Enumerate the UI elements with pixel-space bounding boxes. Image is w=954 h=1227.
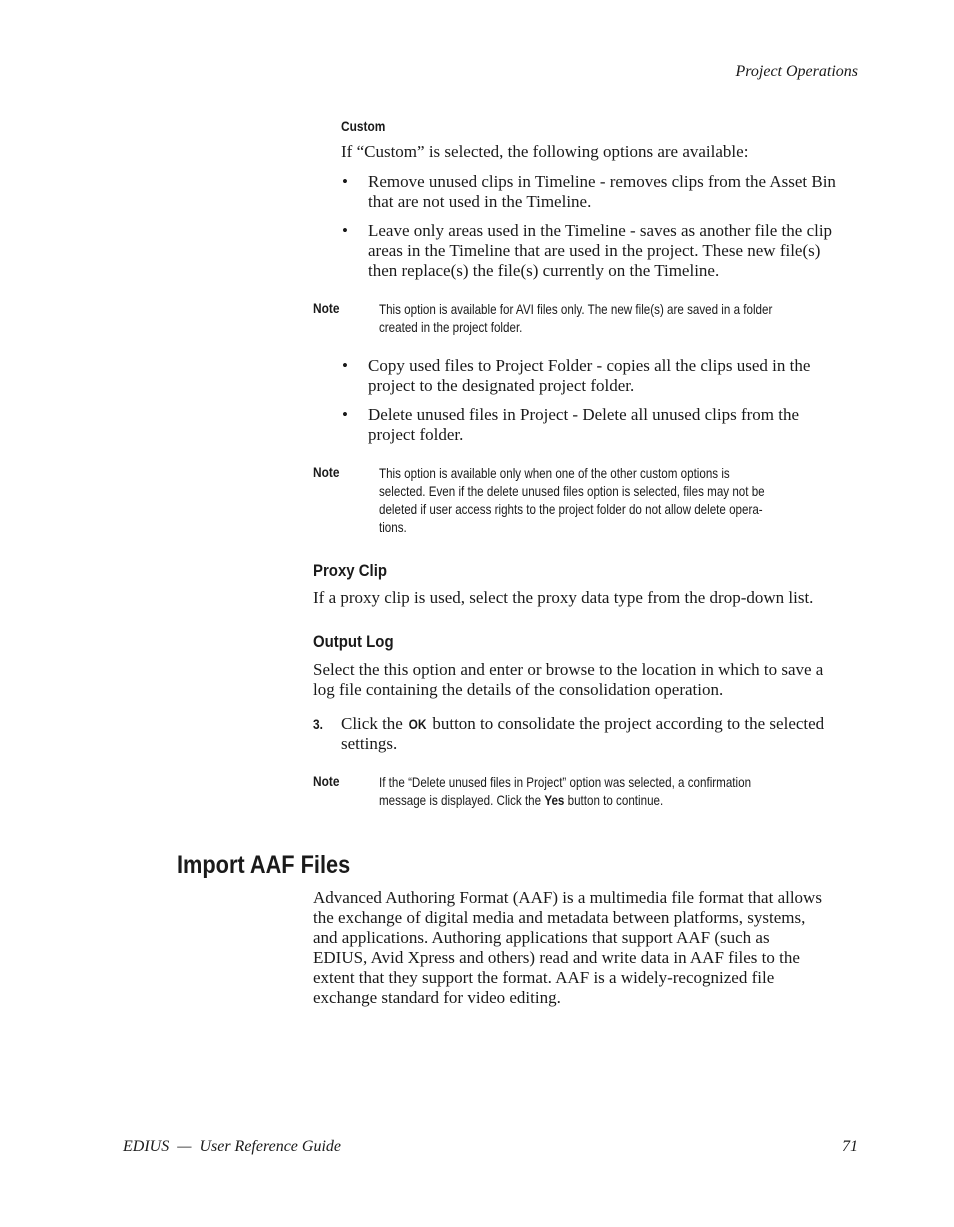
bullet-icon: • bbox=[342, 356, 348, 375]
bullet-line: Copy used files to Project Folder - copies all the clips used in the bbox=[368, 356, 811, 375]
bullet-icon: • bbox=[342, 221, 348, 240]
step-3-text bbox=[341, 714, 824, 754]
paragraph-line: the exchange of digital media and metadata between platforms, systems, bbox=[313, 908, 806, 927]
proxy-clip-text: If a proxy clip is used, select the proxy data type from the drop-down list. bbox=[313, 588, 814, 607]
paragraph-line: Advanced Authoring Format (AAF) is a multimedia file format that allows bbox=[313, 888, 822, 907]
step-number: 3. bbox=[313, 716, 323, 732]
note-text: message is displayed. Click the bbox=[379, 792, 545, 808]
note-line: This option is available only when one of the other custom options is bbox=[379, 465, 730, 481]
step-line bbox=[341, 714, 824, 734]
note-line: deleted if user access rights to the project folder do not allow delete opera- bbox=[379, 501, 763, 517]
proxy-clip-heading: Proxy Clip bbox=[313, 561, 388, 580]
note-line: created in the project folder. bbox=[379, 319, 523, 335]
paragraph-line: Select the this option and enter or browse to the location in which to save a bbox=[313, 660, 824, 679]
note-label: Note bbox=[313, 773, 340, 789]
note-label: Note bbox=[313, 300, 340, 316]
yes-button-label: Yes bbox=[544, 792, 565, 808]
paragraph-line: and applications. Authoring applications that support AAF (such as bbox=[313, 928, 770, 947]
import-aaf-heading: Import AAF Files bbox=[177, 851, 351, 879]
note-line bbox=[379, 791, 811, 809]
note-custom-options bbox=[379, 464, 811, 536]
bullet-copy-used-files bbox=[368, 356, 810, 396]
note-label: Note bbox=[313, 464, 340, 480]
paragraph-line: extent that they support the format. AAF is a widely-recognized file bbox=[313, 968, 775, 987]
note-line: tions. bbox=[379, 519, 407, 535]
note-avi-only bbox=[379, 300, 811, 336]
note-text: button to continue. bbox=[564, 792, 664, 808]
page-number: 71 bbox=[842, 1138, 858, 1155]
custom-intro: If “Custom” is selected, the following options are available: bbox=[341, 142, 749, 161]
paragraph-line: exchange standard for video editing. bbox=[313, 988, 561, 1007]
output-log-text bbox=[313, 660, 823, 700]
bullet-icon: • bbox=[342, 172, 348, 191]
bullet-line: Remove unused clips in Timeline - removes clips from the Asset Bin bbox=[368, 172, 836, 191]
note-line: This option is available for AVI files only. The new file(s) are saved in a folder bbox=[379, 301, 773, 317]
bullet-line: then replace(s) the file(s) currently on the Timeline. bbox=[368, 261, 720, 280]
bullet-line: Leave only areas used in the Timeline - saves as another file the clip bbox=[368, 221, 833, 240]
paragraph-line: log file containing the details of the consolidation operation. bbox=[313, 680, 724, 699]
footer-guide-title: EDIUS — User Reference Guide bbox=[123, 1138, 342, 1155]
running-header: Project Operations bbox=[735, 63, 858, 80]
step-text: Click the bbox=[341, 714, 408, 733]
bullet-line: areas in the Timeline that are used in the project. These new file(s) bbox=[368, 241, 821, 260]
ok-button-label: OK bbox=[408, 716, 427, 732]
bullet-line: that are not used in the Timeline. bbox=[368, 192, 592, 211]
note-line: selected. Even if the delete unused files option is selected, files may not be bbox=[379, 483, 765, 499]
note-line: If the “Delete unused files in Project” option was selected, a confirmation bbox=[379, 774, 752, 790]
import-aaf-paragraph bbox=[313, 888, 822, 1008]
step-line: settings. bbox=[341, 734, 398, 753]
bullet-remove-unused bbox=[368, 172, 836, 212]
bullet-line: project folder. bbox=[368, 425, 464, 444]
note-confirmation bbox=[379, 773, 811, 809]
bullet-line: Delete unused files in Project - Delete all unused clips from the bbox=[368, 405, 800, 424]
bullet-icon: • bbox=[342, 405, 348, 424]
custom-heading: Custom bbox=[341, 118, 386, 134]
bullet-leave-only-areas bbox=[368, 221, 832, 281]
step-text: button to consolidate the project according to the selected bbox=[428, 714, 825, 733]
paragraph-line: EDIUS, Avid Xpress and others) read and write data in AAF files to the bbox=[313, 948, 800, 967]
bullet-line: project to the designated project folder. bbox=[368, 376, 635, 395]
output-log-heading: Output Log bbox=[313, 632, 394, 651]
bullet-delete-unused bbox=[368, 405, 799, 445]
